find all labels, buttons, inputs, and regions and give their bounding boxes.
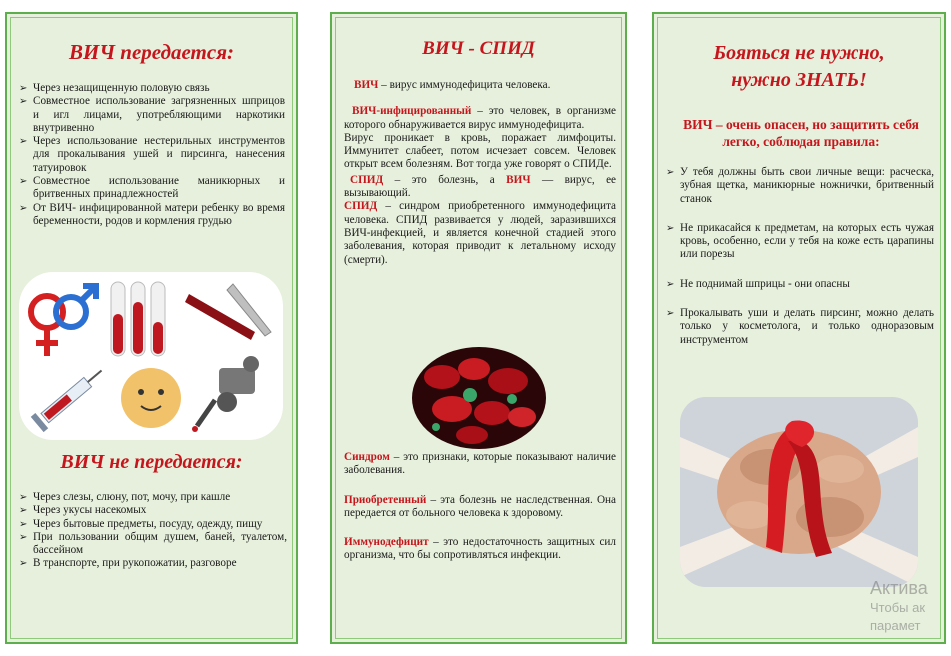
list-item: ➢ От ВИЧ- инфицированной матери ребенку во время беременности, родов и кормления грудью	[19, 202, 285, 229]
list-item: ➢ Через использование нестерильных инструментов для прокалывания ушей и пирсинга, нанесения татуировок	[19, 135, 285, 175]
hands-ribbon-photo	[680, 397, 918, 587]
blood-cells-icon	[412, 347, 546, 449]
def-acquired: Приобретенный – эта болезнь не наследственная. Она передается от больного человека к здоровому.	[344, 493, 616, 519]
term-hiv: ВИЧ	[354, 79, 379, 91]
panel-hiv-aids	[330, 12, 627, 644]
def-syndrome: Синдром – это признаки, которые показывают наличие заболевания.	[344, 451, 616, 477]
def-aids: СПИД – синдром приобретенного иммунодефицита человека. СПИД развивается у людей, заразившихся ВИЧ-инфекцией, и является конечной стадией этого заболевания, которая приводит к летальному исходу (смерти).	[344, 200, 616, 266]
list-transmitted	[19, 82, 285, 228]
tattoo-machine-icon	[192, 356, 259, 432]
def-immunodeficiency: Иммунодефицит – это недостаточность защитных сил организма, что бы сопротивляться инфекции.	[344, 536, 616, 562]
list-rules	[666, 166, 934, 347]
list-item: ➢ В транспорте, при рукопожатии, разговоре	[19, 557, 287, 570]
title-hiv-not-transmitted: ВИЧ не передается:	[60, 451, 243, 473]
watermark-line1: Актива	[870, 578, 928, 598]
term-infected: ВИЧ-инфицированный	[352, 105, 472, 118]
activation-watermark	[870, 577, 951, 635]
list-item: ➢ Через укусы насекомых	[19, 504, 287, 517]
list-item: ➢ У тебя должны быть свои личные вещи: расческа, зубная щетка, маникюрные ножнички, бритвенный станок	[666, 166, 934, 206]
razor-icon	[185, 284, 271, 340]
list-item: ➢ Совместное использование маникюрных и бритвенных принадлежностей	[19, 175, 285, 202]
list-item: ➢ Прокалывать уши и делать пирсинг, можно делать только у косметолога, и только одноразовым инструментом	[666, 307, 934, 347]
def-aids-short: СПИД – это болезнь, а ВИЧ — вирус, ее вызывающий.	[344, 173, 616, 200]
blood-tubes-icon	[111, 282, 165, 356]
panel-prevention	[652, 12, 946, 644]
transmission-icons	[19, 272, 283, 440]
definitions-top	[344, 79, 616, 267]
list-not-transmitted	[19, 491, 287, 571]
list-item: ➢ При пользовании общим душем, баней, туалетом, бассейном	[19, 531, 287, 558]
list-item: ➢ Через незащищенную половую связь	[19, 82, 285, 95]
watermark-line3: парамет	[870, 618, 921, 633]
title-hiv-transmitted: ВИЧ передается:	[68, 40, 235, 64]
transmission-illustration	[19, 272, 283, 440]
baby-face-icon	[121, 368, 181, 428]
list-item: ➢ Совместное использование загрязненных шприцов и игл лицами, употребляющими наркотики внутривенно	[19, 95, 285, 135]
blood-cells-image	[412, 347, 546, 449]
title-hiv-aids: ВИЧ - СПИД	[422, 38, 535, 59]
list-item: ➢ Не прикасайся к предметам, на которых есть чужая кровь, особенно, если у тебя на коже есть царапины или порезы	[666, 222, 934, 262]
watermark-line2: Чтобы ак	[870, 600, 926, 615]
syringe-icon	[31, 363, 108, 432]
virus-text: Вирус проникает в кровь, поражает лимфоциты. Иммунитет слабеет, потом исчезает совсем. Человек открыт всем болезням. Вот тогда уже говорят о СПИДе.	[344, 131, 616, 171]
title-dont-fear: Бояться не нужно, нужно ЗНАТЬ!	[713, 42, 885, 91]
definitions-bottom	[344, 451, 616, 563]
list-item: ➢ Через бытовые предметы, посуду, одежду, пищу	[19, 518, 287, 531]
hands-red-ribbon-icon	[680, 397, 918, 587]
def-infected: ВИЧ-инфицированный – это человек, в организме которого обнаруживается вирус иммунодефицита.	[344, 105, 616, 131]
panel-hiv-transmission	[5, 12, 298, 644]
list-item: ➢ Через слезы, слюну, пот, мочу, при кашле	[19, 491, 287, 504]
def-hiv: ВИЧ – вирус иммунодефицита человека.	[354, 79, 551, 91]
prevention-subtitle: ВИЧ – очень опасен, но защитить себя легко, соблюдая правила:	[683, 117, 919, 149]
list-item: ➢ Не поднимай шприцы - они опасны	[666, 278, 934, 291]
